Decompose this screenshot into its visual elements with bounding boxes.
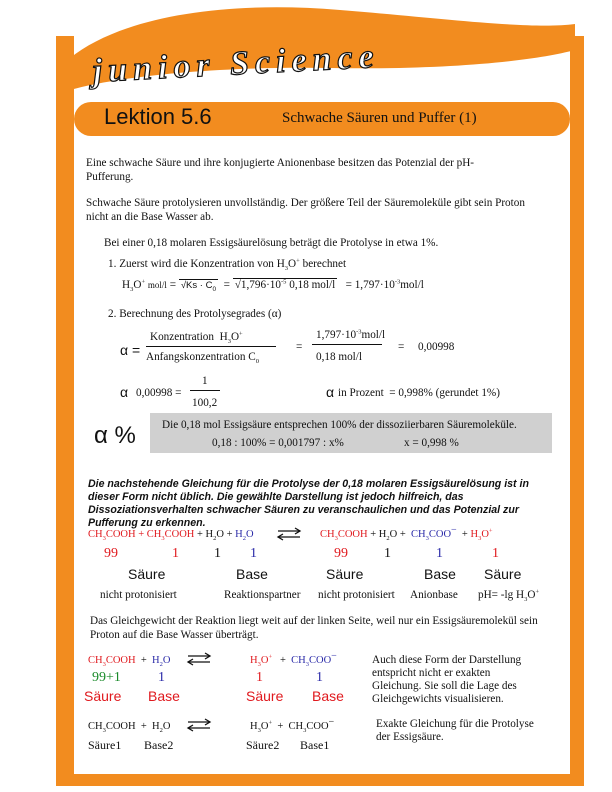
equation1-left: $CH_3COOH$ + $CH_3COOH + H_2O + H_2O$ — [88, 529, 254, 543]
alpha-result: 0,00998 — [418, 341, 455, 353]
equilibrium-arrow-1 — [276, 527, 302, 541]
fraction2-numerator: $1,797\cdot 10^{-3}mol/l$ — [316, 328, 386, 341]
count-1-b: 1 — [214, 546, 221, 561]
count-eq2-1b: 1 — [256, 670, 263, 685]
count-99-b: 99 — [334, 546, 348, 561]
intro-paragraph-3: Bei einer 0,18 molaren Essigsäurelösung beträgt die Protolyse in etwa 1%. — [104, 237, 439, 249]
eq3-base1: Base1 — [300, 738, 330, 752]
label-saeure-2: Säure — [326, 566, 364, 582]
eq2-base-1: Base — [148, 688, 180, 704]
alpha-symbol-3: α — [326, 384, 335, 400]
note-paragraph: Die nachstehende Gleichung für die Protolyse der 0,18 molaren Essigsäurelösung ist in dieser Form nicht üblich. Die gewählte Darstellung ist jedoch hilfreich, das Dissoziationsverhalten schwacher Säuren zu veranschaulichen und das Potenzial zur Pufferung zu erkennen. — [88, 478, 529, 529]
label-saeure-3: Säure — [484, 566, 522, 582]
equation1-right: $CH_3COOH + H_2O + CH_3COO^- + H_3O^+$ — [320, 524, 493, 543]
logo-text: junior Science — [91, 37, 381, 90]
eq3-saeure2: Säure2 — [246, 738, 280, 752]
equation2-left: $CH_3COOH + H_2O$ — [88, 655, 171, 669]
fraction2-denominator: 0,18 mol/l — [316, 351, 362, 363]
count-eq2-1c: 1 — [316, 670, 323, 685]
equilibrium-arrow-2 — [186, 652, 212, 666]
equation3-right: $H_3O^+ + CH_3COO^-$ — [250, 716, 335, 735]
count-1-d: 1 — [384, 546, 391, 561]
fraction-line — [146, 346, 276, 347]
label-base-1: Base — [236, 566, 268, 582]
percent-box-line2a: 0,18 : 100% = 0,001797 : x% — [212, 437, 344, 449]
percent-box-line1: Die 0,18 mol Essigsäure entsprechen 100% der dissoziierbaren Säuremoleküle. — [162, 419, 517, 431]
alpha-symbol: α = — [120, 342, 141, 358]
intro-paragraph-2: Schwache Säure protolysieren unvollständig. Der größere Teil der Säuremoleküle gibt sein Proton nicht an die Base Wasser ab. — [86, 197, 525, 223]
one-numerator: 1 — [202, 375, 208, 387]
equilibrium-paragraph: Das Gleichgewicht der Reaktion liegt weit auf der linken Seite, weil nur ein Essigsäuremolekül sein Proton auf die Base Wasser überträgt. — [90, 615, 538, 641]
step1-heading: 1. Zuerst wird die Konzentration von $H_3O^+$ berechnet — [108, 257, 347, 273]
eq2-saeure-1: Säure — [84, 688, 122, 704]
intro-paragraph-1: Eine schwache Säure und ihre konjugierte Anionenbase besitzen das Potenzial der pH-Pufferung. — [86, 157, 475, 183]
alpha-symbol-2: α — [120, 384, 129, 400]
equation3-note: Exakte Gleichung für die Protolyse der Essigsäure. — [376, 718, 534, 743]
frame-bottom — [56, 774, 584, 786]
label-ph: pH= -lg $H_3O^+$ — [478, 588, 540, 604]
label-nicht-protonisiert-1: nicht protonisiert — [100, 589, 177, 601]
count-1-c: 1 — [250, 546, 257, 561]
alpha-value: 0,00998 = — [136, 387, 182, 399]
step1-formula: $H_3O^+$ $mol/l = √Ks \cdot C_0 = √1,796\cdot 10^{-5}$ 0,18 mol/l = $1,797\cdot 10^{-3}mol/l$ — [122, 278, 424, 294]
step2-heading: 2. Berechnung des Protolysegrades (α) — [108, 308, 282, 320]
eq2-saeure-2: Säure — [246, 688, 284, 704]
fraction3-denominator: 100,2 — [192, 397, 218, 409]
equilibrium-arrow-3 — [186, 718, 212, 732]
eq3-base2: Base2 — [144, 738, 174, 752]
equation3-left: $CH_3COOH + H_2O$ — [88, 721, 171, 735]
equals-sign-2: = — [398, 341, 405, 353]
lesson-title: Schwache Säuren und Puffer (1) — [282, 110, 477, 126]
percent-line: in Prozent = 0,998% (gerundet 1%) — [338, 387, 500, 399]
count-eq2-1a: 1 — [158, 670, 165, 685]
frame-left — [56, 36, 74, 786]
label-base-2: Base — [424, 566, 456, 582]
eq2-base-2: Base — [312, 688, 344, 704]
percent-box-line2b: x = 0,998 % — [404, 437, 459, 449]
count-1-f: 1 — [492, 546, 499, 561]
eq3-saeure1: Säure1 — [88, 738, 122, 752]
fraction3-line — [190, 390, 220, 391]
fraction2-line — [312, 344, 382, 345]
label-saeure-1: Säure — [128, 566, 166, 582]
label-reaktionspartner: Reaktionspartner — [224, 589, 301, 601]
lesson-number: Lektion 5.6 — [104, 104, 212, 129]
alpha-percent-symbol: α % — [94, 422, 136, 449]
junior-science-logo — [60, 0, 580, 96]
equation2-note: Auch diese Form der Darstellung entspricht nicht er exakten Gleichung. Sie soll die Lage des Gleichgewichts visualisieren. — [372, 654, 522, 705]
label-anionbase: Anionbase — [410, 589, 458, 601]
fraction-numerator: Konzentration $H_3O^+$ — [150, 330, 243, 346]
frame-right — [570, 36, 584, 786]
count-1-e: 1 — [436, 546, 443, 561]
equation2-right: $H_3O^+ + CH_3COO^-$ — [250, 650, 337, 669]
count-1-a: 1 — [172, 546, 179, 561]
count-99plus1: 99+1 — [92, 670, 121, 685]
equals-sign-1: = — [296, 341, 303, 353]
label-nicht-protonisiert-2: nicht protonisiert — [318, 589, 395, 601]
count-99-a: 99 — [104, 546, 118, 561]
fraction-denominator: Anfangskonzentration $C_0$ — [146, 351, 259, 366]
